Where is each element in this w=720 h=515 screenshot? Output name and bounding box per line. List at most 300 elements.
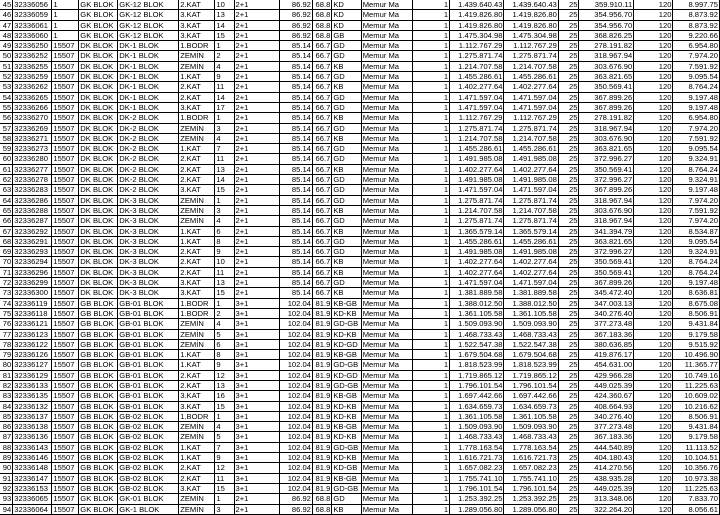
table-cell[interactable]: 120 (634, 442, 673, 452)
table-cell[interactable]: 377.273.48 (579, 422, 634, 432)
table-cell[interactable]: GD (332, 236, 361, 246)
table-cell[interactable]: 1.214.707.58 (450, 205, 504, 215)
table-cell[interactable]: 2.KAT (179, 247, 215, 257)
table-cell[interactable]: 1 (413, 483, 450, 493)
table-cell[interactable]: DK-1 BLOK (118, 72, 179, 82)
table-cell[interactable]: 1 (52, 10, 79, 20)
row-number[interactable]: 61 (0, 164, 13, 174)
table-cell[interactable]: Memur Ma (361, 82, 412, 92)
table-cell[interactable]: KD-GD (332, 339, 361, 349)
table-cell[interactable]: 2+1 (234, 278, 280, 288)
table-cell[interactable]: 350.569.41 (579, 257, 634, 267)
row-number[interactable]: 53 (0, 82, 13, 92)
table-cell[interactable]: GB BLOK (79, 463, 118, 473)
table-cell[interactable]: 10.973.38 (673, 473, 720, 483)
table-cell[interactable]: KB-GB (332, 350, 361, 360)
table-cell[interactable]: KD-KB (332, 308, 361, 318)
table-cell[interactable]: GB-02 BLOK (118, 453, 179, 463)
table-cell[interactable]: 2+1 (234, 61, 280, 71)
table-cell[interactable]: 15507 (52, 41, 79, 51)
table-cell[interactable]: 3.KAT (179, 288, 215, 298)
table-cell[interactable]: 1.KAT (179, 226, 215, 236)
table-cell[interactable]: 1.388.012.50 (504, 298, 558, 308)
table-cell[interactable]: 2 (215, 51, 234, 61)
table-cell[interactable]: 86.92 (280, 30, 313, 40)
table-cell[interactable]: DK-3 BLOK (118, 216, 179, 226)
table-cell[interactable]: 350.569.41 (579, 164, 634, 174)
table-cell[interactable]: 11.365.77 (673, 360, 720, 370)
table-cell[interactable]: 1.419.826.80 (450, 20, 504, 30)
table-cell[interactable]: 1.471.597.04 (504, 185, 558, 195)
table-cell[interactable]: 25 (558, 494, 579, 504)
table-cell[interactable]: 15507 (52, 195, 79, 205)
table-cell[interactable]: Memur Ma (361, 483, 412, 493)
table-cell[interactable]: 414.270.56 (579, 463, 634, 473)
table-cell[interactable]: 1 (413, 20, 450, 30)
table-cell[interactable]: 85.14 (280, 113, 313, 123)
table-cell[interactable]: 1.275.871.74 (450, 123, 504, 133)
table-cell[interactable]: 341.394.79 (579, 226, 634, 236)
table-cell[interactable]: 3+1 (234, 432, 280, 442)
table-cell[interactable]: 68.8 (312, 494, 331, 504)
table-cell[interactable]: 81.9 (312, 422, 331, 432)
table-cell[interactable]: 32336270 (13, 113, 52, 123)
table-cell[interactable]: 66.7 (312, 175, 331, 185)
table-cell[interactable]: 1 (215, 494, 234, 504)
table-cell[interactable]: KD-KB (332, 453, 361, 463)
table-cell[interactable]: Memur Ma (361, 308, 412, 318)
table-cell[interactable]: Memur Ma (361, 216, 412, 226)
table-cell[interactable]: 1.491.985.08 (504, 154, 558, 164)
table-cell[interactable]: 429.966.28 (579, 370, 634, 380)
table-cell[interactable]: Memur Ma (361, 92, 412, 102)
table-cell[interactable]: GB BLOK (79, 453, 118, 463)
table-cell[interactable]: DK BLOK (79, 216, 118, 226)
table-cell[interactable]: 10 (215, 257, 234, 267)
table-cell[interactable]: 120 (634, 329, 673, 339)
table-cell[interactable]: 1.361.105.58 (504, 308, 558, 318)
table-cell[interactable]: 1.491.985.08 (450, 247, 504, 257)
table-cell[interactable]: 363.821.65 (579, 236, 634, 246)
table-cell[interactable]: 66.7 (312, 144, 331, 154)
table-cell[interactable]: 2+1 (234, 123, 280, 133)
table-cell[interactable]: 25 (558, 267, 579, 277)
table-cell[interactable]: 102.04 (280, 463, 313, 473)
table-cell[interactable]: 15507 (52, 82, 79, 92)
table-cell[interactable]: DK-1 BLOK (118, 82, 179, 92)
table-cell[interactable]: 81.9 (312, 483, 331, 493)
table-cell[interactable]: 1.455.286.61 (450, 144, 504, 154)
table-cell[interactable]: 81.9 (312, 339, 331, 349)
table-cell[interactable]: 1 (413, 473, 450, 483)
table-cell[interactable]: 25 (558, 442, 579, 452)
table-cell[interactable]: 3+1 (234, 329, 280, 339)
table-cell[interactable]: 85.14 (280, 216, 313, 226)
table-cell[interactable]: 1.439.640.43 (504, 0, 558, 10)
table-cell[interactable]: 120 (634, 308, 673, 318)
table-cell[interactable]: 1.402.277.64 (504, 82, 558, 92)
table-cell[interactable]: GK-1 BLOK (118, 504, 179, 514)
table-cell[interactable]: 1 (413, 205, 450, 215)
table-cell[interactable]: 81.9 (312, 319, 331, 329)
table-cell[interactable]: 32336127 (13, 360, 52, 370)
table-cell[interactable]: 2+1 (234, 494, 280, 504)
table-cell[interactable]: 1 (413, 298, 450, 308)
table-cell[interactable]: GB-01 BLOK (118, 401, 179, 411)
table-cell[interactable]: 85.14 (280, 51, 313, 61)
table-cell[interactable]: 2+1 (234, 72, 280, 82)
table-cell[interactable]: 32336299 (13, 278, 52, 288)
table-cell[interactable]: 81.9 (312, 350, 331, 360)
table-cell[interactable]: 3+1 (234, 463, 280, 473)
table-cell[interactable]: 303.676.90 (579, 61, 634, 71)
table-cell[interactable]: 1 (413, 113, 450, 123)
table-cell[interactable]: 15507 (52, 175, 79, 185)
table-cell[interactable]: Memur Ma (361, 205, 412, 215)
table-cell[interactable]: 8 (215, 350, 234, 360)
table-cell[interactable]: 32336255 (13, 61, 52, 71)
table-cell[interactable]: 85.14 (280, 247, 313, 257)
table-cell[interactable]: GB BLOK (79, 370, 118, 380)
row-number[interactable]: 49 (0, 41, 13, 51)
table-cell[interactable]: 15507 (52, 51, 79, 61)
table-cell[interactable]: 120 (634, 432, 673, 442)
table-cell[interactable]: 3.KAT (179, 185, 215, 195)
row-number[interactable]: 94 (0, 504, 13, 514)
table-cell[interactable]: 9.197.48 (673, 278, 720, 288)
table-cell[interactable]: 1.679.504.68 (450, 350, 504, 360)
row-number[interactable]: 73 (0, 288, 13, 298)
table-cell[interactable]: 120 (634, 339, 673, 349)
table-cell[interactable]: 1.471.597.04 (450, 92, 504, 102)
table-cell[interactable]: 120 (634, 453, 673, 463)
table-cell[interactable]: 1.468.733.43 (504, 432, 558, 442)
table-cell[interactable]: 120 (634, 154, 673, 164)
table-cell[interactable]: DK-1 BLOK (118, 92, 179, 102)
table-cell[interactable]: 102.04 (280, 473, 313, 483)
table-cell[interactable]: KD-KB (332, 432, 361, 442)
table-cell[interactable]: 10.356.76 (673, 463, 720, 473)
table-cell[interactable]: 81.9 (312, 329, 331, 339)
table-cell[interactable]: 1.455.286.61 (504, 72, 558, 82)
table-cell[interactable]: DK-3 BLOK (118, 205, 179, 215)
table-cell[interactable]: GK BLOK (79, 10, 118, 20)
table-cell[interactable]: 85.14 (280, 123, 313, 133)
table-cell[interactable]: 2.KAT (179, 380, 215, 390)
table-cell[interactable]: 81.9 (312, 463, 331, 473)
table-cell[interactable]: DK-3 BLOK (118, 236, 179, 246)
table-cell[interactable]: 2+1 (234, 205, 280, 215)
table-cell[interactable]: 25 (558, 10, 579, 20)
table-cell[interactable]: 86.92 (280, 20, 313, 30)
table-cell[interactable]: 15507 (52, 113, 79, 123)
table-cell[interactable]: 318.967.94 (579, 195, 634, 205)
table-cell[interactable]: GB (332, 30, 361, 40)
table-cell[interactable]: 1.275.871.74 (450, 216, 504, 226)
table-cell[interactable]: 15507 (52, 257, 79, 267)
table-cell[interactable]: 1.522.547.38 (504, 339, 558, 349)
table-cell[interactable]: 2.KAT (179, 473, 215, 483)
table-cell[interactable]: 2+1 (234, 113, 280, 123)
table-cell[interactable]: 16 (215, 391, 234, 401)
row-number[interactable]: 69 (0, 247, 13, 257)
table-cell[interactable]: DK-3 BLOK (118, 257, 179, 267)
table-cell[interactable]: 15507 (52, 164, 79, 174)
table-cell[interactable]: 85.14 (280, 72, 313, 82)
table-cell[interactable]: 102.04 (280, 350, 313, 360)
table-cell[interactable]: 1.KAT (179, 72, 215, 82)
table-cell[interactable]: 404.180.43 (579, 453, 634, 463)
table-cell[interactable]: 1 (413, 339, 450, 349)
table-cell[interactable]: GD (332, 41, 361, 51)
table-cell[interactable]: 3+1 (234, 360, 280, 370)
table-cell[interactable]: KB (332, 288, 361, 298)
table-cell[interactable]: GB-01 BLOK (118, 360, 179, 370)
table-cell[interactable]: 15507 (52, 185, 79, 195)
table-cell[interactable]: 1 (413, 504, 450, 514)
table-cell[interactable]: Memur Ma (361, 51, 412, 61)
table-cell[interactable]: GB-02 BLOK (118, 442, 179, 452)
table-cell[interactable]: 120 (634, 278, 673, 288)
row-number[interactable]: 76 (0, 319, 13, 329)
table-cell[interactable]: 354.956.70 (579, 10, 634, 20)
table-cell[interactable]: 15 (215, 30, 234, 40)
table-cell[interactable]: GB BLOK (79, 360, 118, 370)
table-cell[interactable]: 86.92 (280, 494, 313, 504)
table-cell[interactable]: 3+1 (234, 308, 280, 318)
table-cell[interactable]: 120 (634, 175, 673, 185)
table-cell[interactable]: 1.BODR (179, 41, 215, 51)
table-cell[interactable]: 85.14 (280, 175, 313, 185)
table-cell[interactable]: 68.8 (312, 504, 331, 514)
table-cell[interactable]: 1.275.871.74 (450, 51, 504, 61)
table-cell[interactable]: GB BLOK (79, 380, 118, 390)
table-cell[interactable]: 25 (558, 164, 579, 174)
table-cell[interactable]: 3.KAT (179, 10, 215, 20)
table-cell[interactable]: 81.9 (312, 442, 331, 452)
table-cell[interactable]: 1.471.597.04 (504, 278, 558, 288)
table-cell[interactable]: 1.214.707.58 (450, 133, 504, 143)
table-cell[interactable]: 32336278 (13, 175, 52, 185)
table-cell[interactable]: 1 (413, 185, 450, 195)
table-cell[interactable]: 1 (413, 123, 450, 133)
table-cell[interactable]: KB (332, 164, 361, 174)
table-cell[interactable]: 15507 (52, 463, 79, 473)
table-cell[interactable]: 1.657.082.23 (504, 463, 558, 473)
table-cell[interactable]: 1.275.871.74 (504, 195, 558, 205)
table-cell[interactable]: GB BLOK (79, 308, 118, 318)
table-cell[interactable]: 1.455.286.61 (450, 72, 504, 82)
table-cell[interactable]: 66.7 (312, 113, 331, 123)
table-cell[interactable]: 32336123 (13, 329, 52, 339)
table-cell[interactable]: 120 (634, 236, 673, 246)
table-cell[interactable]: 9.431.84 (673, 319, 720, 329)
table-cell[interactable]: DK BLOK (79, 278, 118, 288)
table-cell[interactable]: 85.14 (280, 92, 313, 102)
table-cell[interactable]: 345.472.40 (579, 288, 634, 298)
table-cell[interactable]: KD-KB (332, 411, 361, 421)
table-cell[interactable]: 15507 (52, 236, 79, 246)
table-cell[interactable]: 120 (634, 288, 673, 298)
table-cell[interactable]: 25 (558, 432, 579, 442)
table-cell[interactable]: 6.954.80 (673, 113, 720, 123)
table-cell[interactable]: 1 (413, 133, 450, 143)
table-cell[interactable]: Memur Ma (361, 185, 412, 195)
table-cell[interactable]: 10.749.16 (673, 370, 720, 380)
table-cell[interactable]: 1.253.392.25 (504, 494, 558, 504)
table-cell[interactable]: 25 (558, 319, 579, 329)
table-cell[interactable]: 81.9 (312, 432, 331, 442)
row-number[interactable]: 74 (0, 298, 13, 308)
table-cell[interactable]: 66.7 (312, 72, 331, 82)
table-cell[interactable]: 120 (634, 133, 673, 143)
table-cell[interactable]: 14 (215, 20, 234, 30)
table-cell[interactable]: 66.7 (312, 195, 331, 205)
table-cell[interactable]: 1.471.597.04 (504, 102, 558, 112)
table-cell[interactable]: 8.506.91 (673, 308, 720, 318)
table-cell[interactable]: 1.796.101.54 (450, 380, 504, 390)
table-cell[interactable]: 408.664.93 (579, 401, 634, 411)
table-cell[interactable]: GB BLOK (79, 319, 118, 329)
table-cell[interactable]: 120 (634, 41, 673, 51)
table-cell[interactable]: 1.439.640.43 (450, 0, 504, 10)
table-cell[interactable]: Memur Ma (361, 442, 412, 452)
table-cell[interactable]: 32336153 (13, 483, 52, 493)
table-cell[interactable]: 15507 (52, 401, 79, 411)
table-cell[interactable]: 3.KAT (179, 20, 215, 30)
table-cell[interactable]: GB-02 BLOK (118, 411, 179, 421)
table-cell[interactable]: 13 (215, 278, 234, 288)
table-cell[interactable]: 120 (634, 72, 673, 82)
table-cell[interactable]: 120 (634, 350, 673, 360)
table-cell[interactable]: 11.225.63 (673, 380, 720, 390)
table-cell[interactable]: 1.455.286.61 (450, 236, 504, 246)
table-cell[interactable]: 66.7 (312, 61, 331, 71)
row-number[interactable]: 59 (0, 144, 13, 154)
table-cell[interactable]: 354.956.70 (579, 20, 634, 30)
table-cell[interactable]: 1 (413, 102, 450, 112)
table-cell[interactable]: DK BLOK (79, 82, 118, 92)
table-cell[interactable]: 25 (558, 113, 579, 123)
table-cell[interactable]: 1.796.101.54 (450, 483, 504, 493)
table-cell[interactable]: 15507 (52, 360, 79, 370)
table-cell[interactable]: 14 (215, 92, 234, 102)
table-cell[interactable]: 32336273 (13, 144, 52, 154)
table-cell[interactable]: 102.04 (280, 319, 313, 329)
table-cell[interactable]: 1.509.093.90 (450, 422, 504, 432)
table-cell[interactable]: 2.KAT (179, 370, 215, 380)
table-cell[interactable]: 120 (634, 226, 673, 236)
table-cell[interactable]: 8 (215, 236, 234, 246)
table-cell[interactable]: 1.361.105.58 (450, 411, 504, 421)
table-cell[interactable]: 120 (634, 267, 673, 277)
table-cell[interactable]: 367.899.26 (579, 102, 634, 112)
table-cell[interactable]: 350.569.41 (579, 267, 634, 277)
table-cell[interactable]: 1 (413, 41, 450, 51)
table-cell[interactable]: 2+1 (234, 226, 280, 236)
table-cell[interactable]: 25 (558, 463, 579, 473)
table-cell[interactable]: 359.910.11 (579, 0, 634, 10)
table-cell[interactable]: 25 (558, 216, 579, 226)
table-cell[interactable]: 1 (413, 51, 450, 61)
table-cell[interactable]: 2+1 (234, 504, 280, 514)
table-cell[interactable]: ZEMİN (179, 422, 215, 432)
table-cell[interactable]: DK-2 BLOK (118, 113, 179, 123)
table-cell[interactable]: GD-GB (332, 442, 361, 452)
table-cell[interactable]: 9 (215, 453, 234, 463)
table-cell[interactable]: 1.455.286.61 (504, 144, 558, 154)
table-cell[interactable]: 1.402.277.64 (504, 164, 558, 174)
table-cell[interactable]: Memur Ma (361, 370, 412, 380)
table-cell[interactable]: 25 (558, 278, 579, 288)
table-cell[interactable]: 1.361.105.58 (504, 411, 558, 421)
table-cell[interactable]: 7.974.20 (673, 216, 720, 226)
table-cell[interactable]: GB BLOK (79, 401, 118, 411)
table-cell[interactable]: 15507 (52, 350, 79, 360)
table-cell[interactable]: 25 (558, 102, 579, 112)
table-cell[interactable]: 1.634.659.73 (450, 401, 504, 411)
table-cell[interactable]: Memur Ma (361, 175, 412, 185)
table-cell[interactable]: 9.431.84 (673, 422, 720, 432)
table-cell[interactable]: 66.7 (312, 267, 331, 277)
table-cell[interactable]: 15507 (52, 442, 79, 452)
table-cell[interactable]: 32336143 (13, 442, 52, 452)
table-cell[interactable]: 66.7 (312, 51, 331, 61)
table-cell[interactable]: GK-12 BLOK (118, 10, 179, 20)
table-cell[interactable]: 102.04 (280, 339, 313, 349)
table-cell[interactable]: 85.14 (280, 278, 313, 288)
table-cell[interactable]: 1 (413, 236, 450, 246)
table-cell[interactable]: DK-2 BLOK (118, 133, 179, 143)
table-cell[interactable]: DK-2 BLOK (118, 175, 179, 185)
table-cell[interactable]: 85.14 (280, 205, 313, 215)
table-cell[interactable]: 438.935.28 (579, 473, 634, 483)
table-cell[interactable]: 25 (558, 247, 579, 257)
table-cell[interactable]: 350.569.41 (579, 82, 634, 92)
row-number[interactable]: 52 (0, 72, 13, 82)
table-cell[interactable]: 85.14 (280, 236, 313, 246)
table-cell[interactable]: 1 (413, 0, 450, 10)
table-cell[interactable]: Memur Ma (361, 123, 412, 133)
table-cell[interactable]: 1.468.733.43 (450, 329, 504, 339)
table-cell[interactable]: 32336250 (13, 41, 52, 51)
table-cell[interactable]: 1.455.286.61 (504, 236, 558, 246)
table-cell[interactable]: 1 (215, 195, 234, 205)
table-cell[interactable]: 120 (634, 247, 673, 257)
table-cell[interactable]: 66.7 (312, 216, 331, 226)
table-cell[interactable]: 322.264.20 (579, 504, 634, 514)
table-cell[interactable]: Memur Ma (361, 432, 412, 442)
table-cell[interactable]: 1.616.721.73 (504, 453, 558, 463)
row-number[interactable]: 62 (0, 175, 13, 185)
table-cell[interactable]: 15 (215, 401, 234, 411)
table-cell[interactable]: 1.112.767.29 (504, 41, 558, 51)
table-cell[interactable]: GD-GB (332, 360, 361, 370)
table-cell[interactable]: 32336065 (13, 494, 52, 504)
table-cell[interactable]: Memur Ma (361, 401, 412, 411)
table-cell[interactable]: 25 (558, 41, 579, 51)
table-cell[interactable]: 1.818.523.99 (504, 360, 558, 370)
table-cell[interactable]: 1 (413, 226, 450, 236)
table-cell[interactable]: 66.7 (312, 164, 331, 174)
table-cell[interactable]: 120 (634, 10, 673, 20)
table-cell[interactable]: ZEMİN (179, 329, 215, 339)
table-cell[interactable]: 377.273.48 (579, 319, 634, 329)
table-cell[interactable]: 1.509.093.90 (504, 319, 558, 329)
table-cell[interactable]: 363.821.65 (579, 144, 634, 154)
table-cell[interactable]: 1 (413, 391, 450, 401)
table-cell[interactable]: 3.KAT (179, 401, 215, 411)
